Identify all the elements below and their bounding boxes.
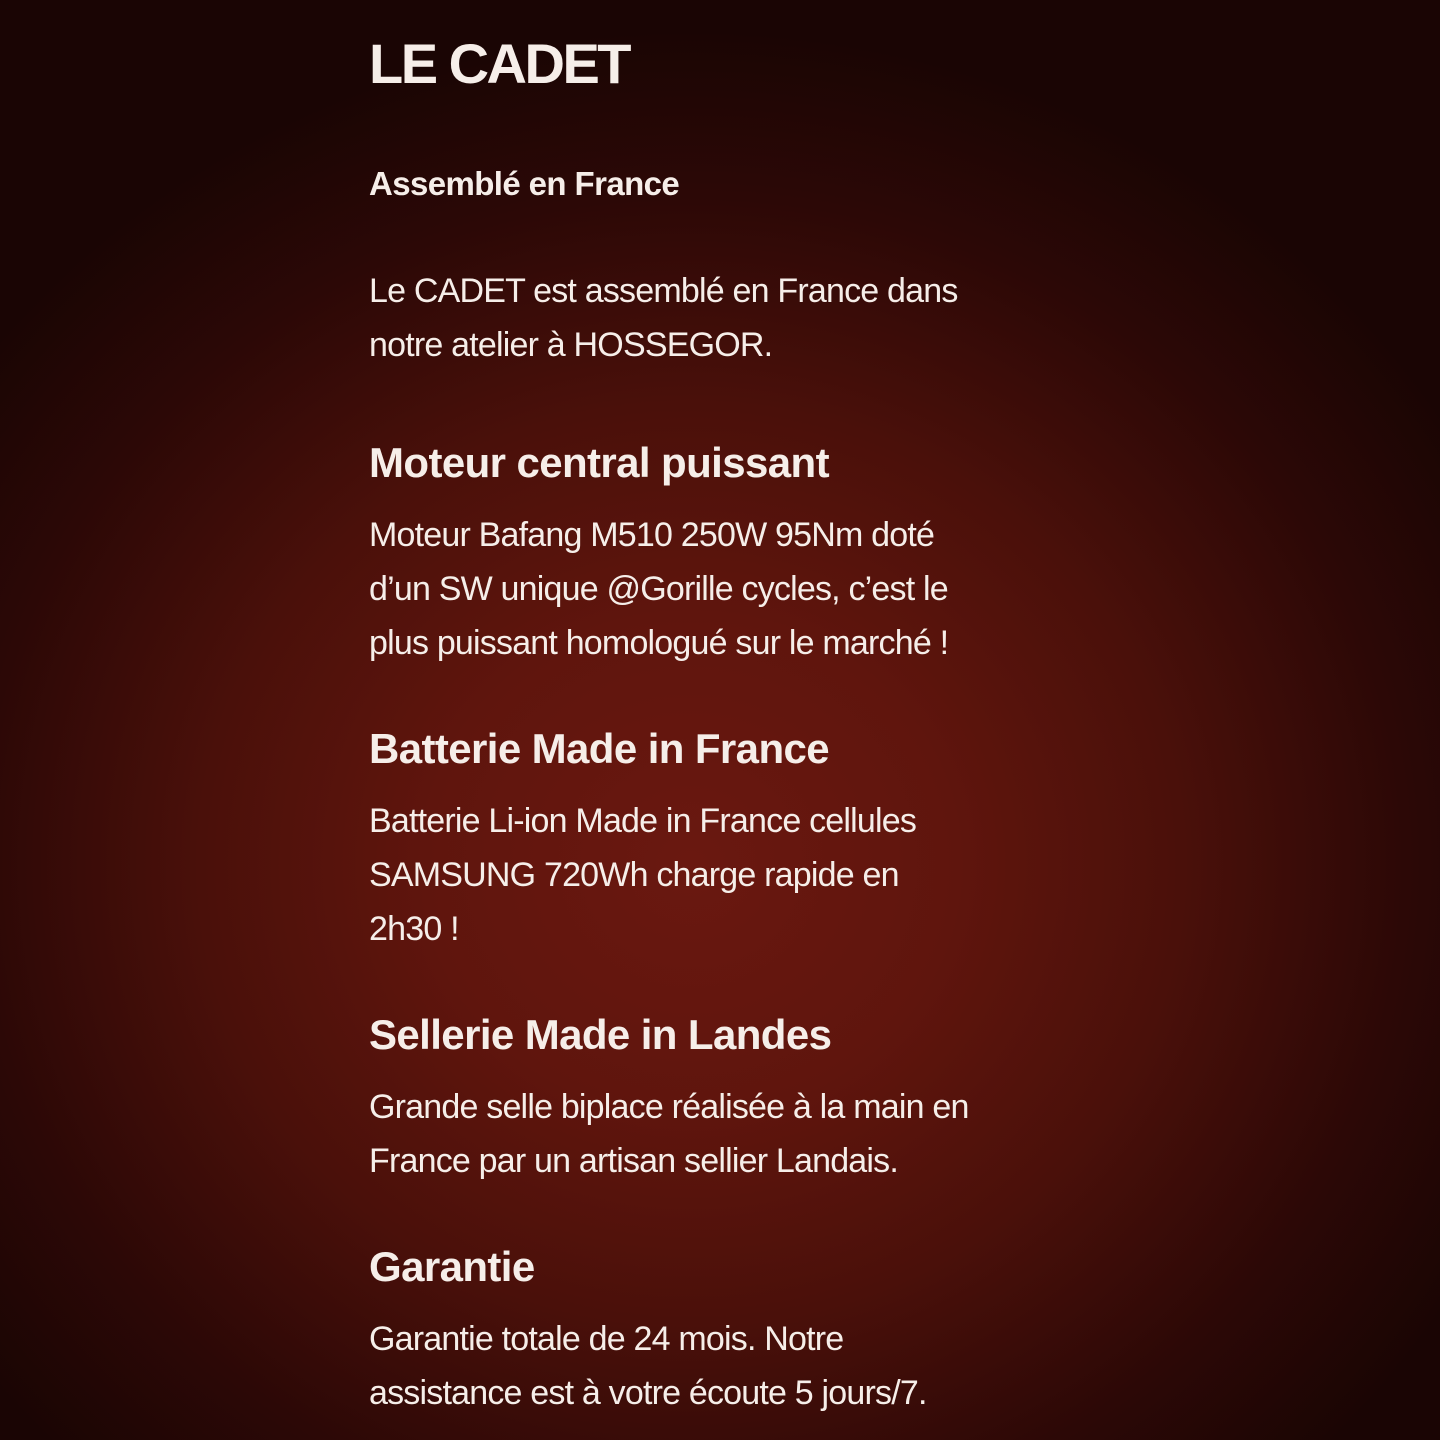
assembly-subtitle: Assemblé en France	[369, 165, 680, 202]
intro-paragraph	[369, 264, 1109, 372]
section-line: SAMSUNG 720Wh charge rapide en	[369, 856, 899, 894]
section-heading: Garantie	[369, 1243, 535, 1290]
section-text	[369, 794, 1109, 956]
section-line: Batterie Li-ion Made in France cellules	[369, 802, 917, 840]
intro-line: notre atelier à HOSSEGOR.	[369, 326, 773, 364]
section-text	[369, 508, 1109, 670]
section-heading: Sellerie Made in Landes	[369, 1011, 832, 1058]
section-line: plus puissant homologué sur le marché !	[369, 624, 949, 662]
section-line: d’un SW unique @Gorille cycles, c’est le	[369, 570, 948, 608]
section-heading: Moteur central puissant	[369, 439, 829, 486]
section-warranty	[369, 1242, 1109, 1420]
section-heading: Batterie Made in France	[369, 725, 830, 772]
section-line: France par un artisan sellier Landais.	[369, 1142, 899, 1180]
section-text	[369, 1080, 1109, 1188]
section-line: Garantie totale de 24 mois. Notre	[369, 1320, 844, 1358]
section-line: 2h30 !	[369, 910, 459, 948]
section-saddle	[369, 1010, 1109, 1188]
section-motor	[369, 438, 1109, 670]
section-line: assistance est à votre écoute 5 jours/7.	[369, 1374, 927, 1412]
intro-line: Le CADET est assemblé en France dans	[369, 272, 958, 310]
section-line: Moteur Bafang M510 250W 95Nm doté	[369, 516, 935, 554]
page-title: LE CADET	[369, 32, 629, 95]
section-battery	[369, 724, 1109, 956]
section-text	[369, 1312, 1109, 1420]
section-line: Grande selle biplace réalisée à la main en	[369, 1088, 969, 1126]
product-description	[369, 32, 1109, 1420]
